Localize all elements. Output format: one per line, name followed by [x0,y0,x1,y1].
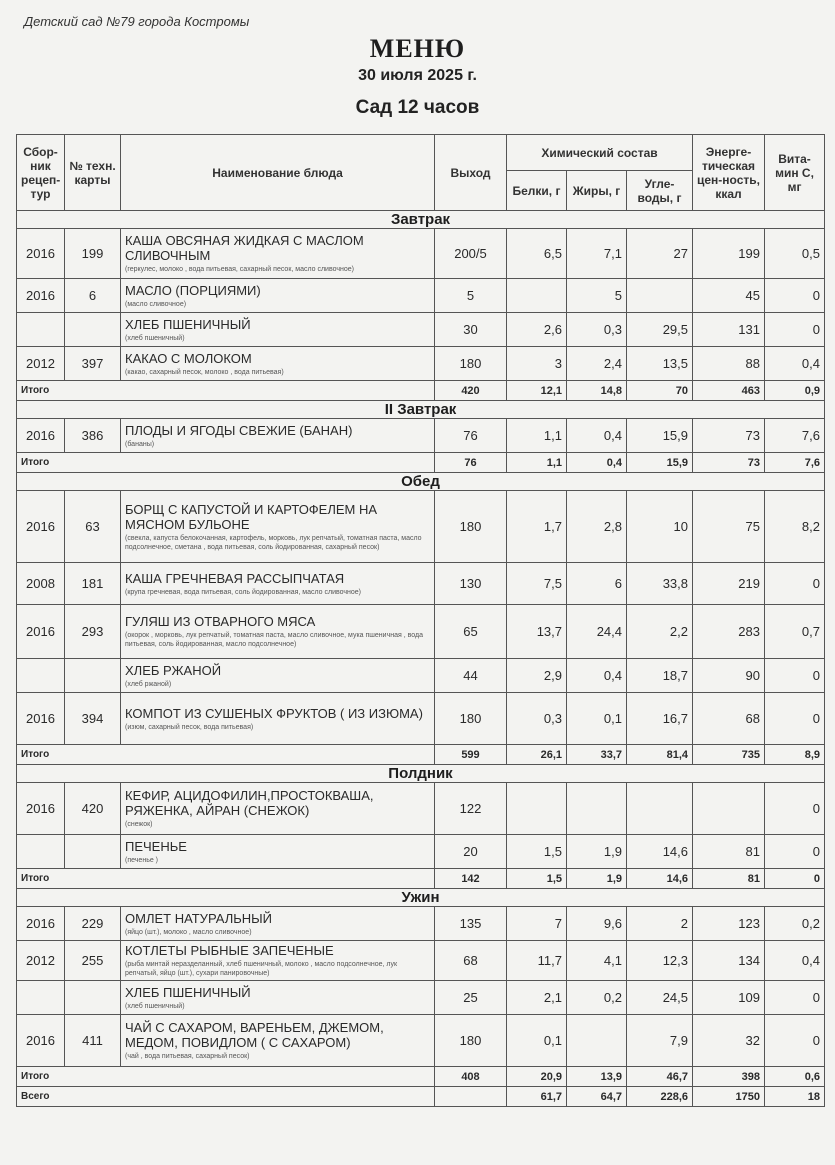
cell-proteins: 11,7 [507,941,567,981]
cell-energy: 45 [693,279,765,313]
cell-output: 76 [435,419,507,453]
cell-carbs [627,279,693,313]
cell-vitamin: 0 [765,835,825,869]
cell-output: 44 [435,659,507,693]
cell-tech-card [65,835,121,869]
cell-vitamin: 0,4 [765,941,825,981]
header-energy: Энерге-тическая цен-ность, ккал [693,135,765,211]
cell-proteins: 0,1 [507,1015,567,1067]
total-label: Итого [17,381,435,401]
dish-row [17,981,825,1015]
cell-carbs: 2,2 [627,605,693,659]
cell-vitamin: 0 [765,693,825,745]
section-row [17,765,825,783]
total-c: 81,4 [627,745,693,765]
dish-ingredients: (яйцо (шт.), молоко , масло сливочное) [125,928,252,936]
dish-row [17,907,825,941]
dish-name: КОТЛЕТЫ РЫБНЫЕ ЗАПЕЧЕНЫЕ [125,943,334,958]
dish-name: ХЛЕБ ПШЕНИЧНЫЙ [125,984,251,1000]
dish-name: КАКАО С МОЛОКОМ [125,350,252,366]
cell-tech-card: 63 [65,491,121,563]
cell-tech-card: 229 [65,907,121,941]
total-row [17,381,825,401]
total-v: 7,6 [765,453,825,473]
menu-date: 30 июля 2025 г. [358,67,477,84]
cell-fats [567,1015,627,1067]
dish-name: ГУЛЯШ ИЗ ОТВАРНОГО МЯСА [125,614,316,629]
cell-carbs: 10 [627,491,693,563]
section-title: Полдник [17,765,825,783]
cell-vitamin: 0 [765,659,825,693]
cell-output: 30 [435,313,507,347]
total-e: 735 [693,745,765,765]
total-v: 8,9 [765,745,825,765]
dish-row [17,783,825,835]
cell-output: 180 [435,693,507,745]
cell-energy: 88 [693,347,765,381]
dish-name: КАША ГРЕЧНЕВАЯ РАССЫПЧАТАЯ [125,570,345,586]
cell-carbs: 7,9 [627,1015,693,1067]
total-e: 463 [693,381,765,401]
cell-energy [693,783,765,835]
organization-name: Детский сад №79 города Костромы [24,14,250,29]
cell-tech-card: 394 [65,693,121,745]
cell-dish [121,1015,435,1067]
dish-name: БОРЩ С КАПУСТОЙ И КАРТОФЕЛЕМ НА МЯСНОМ БУЛЬОНЕ [125,501,378,532]
cell-vitamin: 0 [765,563,825,605]
cell-output: 122 [435,783,507,835]
cell-energy: 199 [693,229,765,279]
total-v: 0 [765,869,825,889]
cell-proteins: 2,6 [507,313,567,347]
cell-carbs: 29,5 [627,313,693,347]
dish-ingredients: (хлеб ржаной) [125,680,172,688]
cell-carbs: 12,3 [627,941,693,981]
cell-energy: 134 [693,941,765,981]
total-p: 20,9 [507,1067,567,1087]
total-c: 14,6 [627,869,693,889]
cell-output: 130 [435,563,507,605]
cell-dish [121,981,435,1015]
cell-energy: 73 [693,419,765,453]
cell-dish [121,491,435,563]
total-output: 76 [435,453,507,473]
cell-tech-card: 420 [65,783,121,835]
cell-vitamin: 0 [765,313,825,347]
total-row [17,745,825,765]
total-label: Итого [17,745,435,765]
cell-proteins: 1,5 [507,835,567,869]
cell-carbs: 27 [627,229,693,279]
cell-dish [121,693,435,745]
cell-carbs: 33,8 [627,563,693,605]
total-f: 33,7 [567,745,627,765]
total-output: 408 [435,1067,507,1087]
header-vitamin: Вита-мин С, мг [765,135,825,211]
cell-fats: 6 [567,563,627,605]
cell-energy: 219 [693,563,765,605]
cell-collection: 2016 [17,229,65,279]
cell-output: 20 [435,835,507,869]
dish-ingredients: (окорок , морковь, лук репчатый, томатная паста, масло сливочное, мука пшеничная , вода питьевая, соль йодированная, масло подсолнечное) [125,632,423,648]
total-row [17,453,825,473]
cell-fats: 0,4 [567,659,627,693]
cell-output: 135 [435,907,507,941]
dish-row [17,419,825,453]
header-collection: Сбор-ник рецеп-тур [17,135,65,211]
dish-row [17,347,825,381]
dish-ingredients: (хлеб пшеничный) [125,1002,185,1010]
cell-dish [121,783,435,835]
cell-collection: 2016 [17,419,65,453]
cell-tech-card [65,659,121,693]
total-c: 46,7 [627,1067,693,1087]
header-proteins: Белки, г [507,171,567,211]
total-label: Итого [17,1067,435,1087]
dish-row [17,279,825,313]
cell-proteins: 2,9 [507,659,567,693]
cell-collection: 2016 [17,279,65,313]
cell-fats: 5 [567,279,627,313]
cell-energy: 131 [693,313,765,347]
cell-vitamin: 0,5 [765,229,825,279]
cell-proteins: 3 [507,347,567,381]
cell-dish [121,659,435,693]
cell-energy: 32 [693,1015,765,1067]
dish-name: КАША ОВСЯНАЯ ЖИДКАЯ С МАСЛОМ СЛИВОЧНЫМ [125,233,364,263]
grand-total-e: 1750 [693,1087,765,1107]
grand-total-v: 18 [765,1087,825,1107]
cell-output: 200/5 [435,229,507,279]
cell-energy: 109 [693,981,765,1015]
cell-dish [121,347,435,381]
cell-dish [121,835,435,869]
dish-row [17,563,825,605]
total-p: 26,1 [507,745,567,765]
cell-collection: 2016 [17,783,65,835]
section-row [17,889,825,907]
dish-name: ПЛОДЫ И ЯГОДЫ СВЕЖИЕ (БАНАН) [125,422,353,438]
total-f: 0,4 [567,453,627,473]
total-output: 420 [435,381,507,401]
cell-fats: 0,3 [567,313,627,347]
cell-proteins: 1,1 [507,419,567,453]
cell-vitamin: 0 [765,279,825,313]
cell-vitamin: 0 [765,783,825,835]
dish-name: КОМПОТ ИЗ СУШЕНЫХ ФРУКТОВ ( ИЗ ИЗЮМА) [125,705,423,721]
cell-fats: 0,1 [567,693,627,745]
header-carbs: Угле-воды, г [627,171,693,211]
cell-dish [121,563,435,605]
cell-proteins: 0,3 [507,693,567,745]
header-fats: Жиры, г [567,171,627,211]
dish-row [17,1015,825,1067]
cell-collection: 2016 [17,491,65,563]
cell-tech-card [65,981,121,1015]
cell-collection [17,313,65,347]
total-label: Итого [17,869,435,889]
cell-output: 68 [435,941,507,981]
cell-collection: 2008 [17,563,65,605]
cell-tech-card: 181 [65,563,121,605]
cell-fats: 4,1 [567,941,627,981]
cell-output: 180 [435,347,507,381]
total-output: 599 [435,745,507,765]
cell-proteins: 7 [507,907,567,941]
grand-total-p: 61,7 [507,1087,567,1107]
cell-vitamin: 0,4 [765,347,825,381]
dish-row [17,229,825,279]
dish-ingredients: (хлеб пшеничный) [125,334,185,342]
cell-fats: 24,4 [567,605,627,659]
total-row [17,1067,825,1087]
cell-proteins: 13,7 [507,605,567,659]
dish-ingredients: (рыба минтай неразделанный, хлеб пшеничный, молоко , масло подсолнечное, лук репчатый, яйцо (шт.), сухари панировочные) [125,961,398,977]
cell-dish [121,279,435,313]
cell-vitamin: 0,2 [765,907,825,941]
cell-collection [17,981,65,1015]
section-title: Завтрак [17,211,825,229]
menu-table [16,134,825,1107]
dish-ingredients: (снежок) [125,821,153,828]
grand-total-output [435,1087,507,1107]
cell-tech-card: 411 [65,1015,121,1067]
dish-ingredients: (какао, сахарный песок, молоко , вода питьевая) [125,368,284,376]
section-title: Обед [17,473,825,491]
cell-tech-card: 397 [65,347,121,381]
total-e: 81 [693,869,765,889]
dish-name: ЧАЙ С САХАРОМ, ВАРЕНЬЕМ, ДЖЕМОМ, МЕДОМ, ПОВИДЛОМ ( С САХАРОМ) [125,1020,384,1050]
total-p: 1,1 [507,453,567,473]
cell-fats: 0,4 [567,419,627,453]
cell-proteins: 2,1 [507,981,567,1015]
cell-vitamin: 0 [765,981,825,1015]
total-p: 12,1 [507,381,567,401]
group-name: Сад 12 часов [355,97,480,118]
cell-energy: 68 [693,693,765,745]
cell-proteins: 1,7 [507,491,567,563]
cell-tech-card: 6 [65,279,121,313]
total-c: 70 [627,381,693,401]
cell-dish [121,419,435,453]
total-output: 142 [435,869,507,889]
cell-carbs: 14,6 [627,835,693,869]
grand-total-label: Всего [17,1087,435,1107]
cell-collection [17,835,65,869]
dish-ingredients: (чай , вода питьевая, сахарный песок) [125,1053,250,1060]
cell-carbs: 13,5 [627,347,693,381]
total-c: 15,9 [627,453,693,473]
cell-tech-card [65,313,121,347]
section-row [17,211,825,229]
cell-proteins: 6,5 [507,229,567,279]
cell-proteins [507,279,567,313]
header-dish-name: Наименование блюда [121,135,435,211]
dish-name: ОМЛЕТ НАТУРАЛЬНЫЙ [125,910,272,926]
cell-collection: 2016 [17,1015,65,1067]
cell-carbs: 16,7 [627,693,693,745]
header-output: Выход [435,135,507,211]
dish-row [17,693,825,745]
cell-carbs: 2 [627,907,693,941]
cell-carbs: 18,7 [627,659,693,693]
section-row [17,473,825,491]
cell-output: 65 [435,605,507,659]
cell-collection: 2016 [17,907,65,941]
cell-dish [121,907,435,941]
cell-proteins [507,783,567,835]
cell-tech-card: 199 [65,229,121,279]
cell-fats: 9,6 [567,907,627,941]
dish-ingredients: (свекла, капуста белокочанная, картофель, морковь, лук репчатый, томатная паста, масло подсолнечное, сметана , вода питьевая, соль йодированная, сахарный песок) [125,534,422,551]
dish-row [17,605,825,659]
total-label: Итого [17,453,435,473]
dish-row [17,659,825,693]
cell-fats: 2,4 [567,347,627,381]
grand-total-f: 64,7 [567,1087,627,1107]
dish-name: ХЛЕБ ПШЕНИЧНЫЙ [125,316,251,332]
cell-vitamin: 0,7 [765,605,825,659]
total-e: 398 [693,1067,765,1087]
cell-vitamin: 0 [765,1015,825,1067]
section-row [17,401,825,419]
section-title: II Завтрак [17,401,825,419]
dish-ingredients: (крупа гречневая, вода питьевая, соль йодированная, масло сливочное) [125,588,361,596]
cell-energy: 123 [693,907,765,941]
cell-energy: 81 [693,835,765,869]
cell-vitamin: 8,2 [765,491,825,563]
total-p: 1,5 [507,869,567,889]
dish-name: ПЕЧЕНЬЕ [125,838,187,854]
menu-body [17,211,825,1107]
cell-collection [17,659,65,693]
dish-name: КЕФИР, АЦИДОФИЛИН,ПРОСТОКВАША, РЯЖЕНКА, АЙРАН (СНЕЖОК) [125,788,374,818]
dish-name: ХЛЕБ РЖАНОЙ [125,662,222,678]
dish-ingredients: (изюм, сахарный песок, вода питьевая) [125,723,254,731]
total-v: 0,9 [765,381,825,401]
dish-ingredients: (печенье ) [125,856,159,864]
section-title: Ужин [17,889,825,907]
dish-ingredients: (бананы) [125,440,155,448]
page-title: МЕНЮ [369,34,466,63]
cell-collection: 2012 [17,347,65,381]
cell-fats: 2,8 [567,491,627,563]
dish-row [17,941,825,981]
cell-output: 180 [435,491,507,563]
cell-fats: 1,9 [567,835,627,869]
total-f: 1,9 [567,869,627,889]
grand-total-row [17,1087,825,1107]
cell-energy: 283 [693,605,765,659]
dish-row [17,491,825,563]
cell-fats [567,783,627,835]
cell-dish [121,313,435,347]
cell-fats: 0,2 [567,981,627,1015]
total-v: 0,6 [765,1067,825,1087]
cell-fats: 7,1 [567,229,627,279]
total-f: 14,8 [567,381,627,401]
cell-output: 180 [435,1015,507,1067]
cell-tech-card: 255 [65,941,121,981]
dish-name: МАСЛО (ПОРЦИЯМИ) [125,282,261,298]
cell-carbs: 24,5 [627,981,693,1015]
total-e: 73 [693,453,765,473]
cell-energy: 75 [693,491,765,563]
dish-row [17,835,825,869]
cell-energy: 90 [693,659,765,693]
cell-vitamin: 7,6 [765,419,825,453]
cell-output: 25 [435,981,507,1015]
cell-collection: 2012 [17,941,65,981]
dish-ingredients: (масло сливочное) [125,300,187,308]
header-tech-card: № техн. карты [65,135,121,211]
total-row [17,869,825,889]
dish-row [17,313,825,347]
cell-collection: 2016 [17,693,65,745]
cell-proteins: 7,5 [507,563,567,605]
grand-total-c: 228,6 [627,1087,693,1107]
cell-dish [121,605,435,659]
dish-ingredients: (геркулес, молоко , вода питьевая, сахарный песок, масло сливочное) [125,266,354,273]
header-chem: Химический состав [507,135,693,171]
total-f: 13,9 [567,1067,627,1087]
cell-dish [121,229,435,279]
cell-tech-card: 293 [65,605,121,659]
cell-collection: 2016 [17,605,65,659]
cell-carbs: 15,9 [627,419,693,453]
cell-carbs [627,783,693,835]
cell-output: 5 [435,279,507,313]
cell-tech-card: 386 [65,419,121,453]
cell-dish [121,941,435,981]
